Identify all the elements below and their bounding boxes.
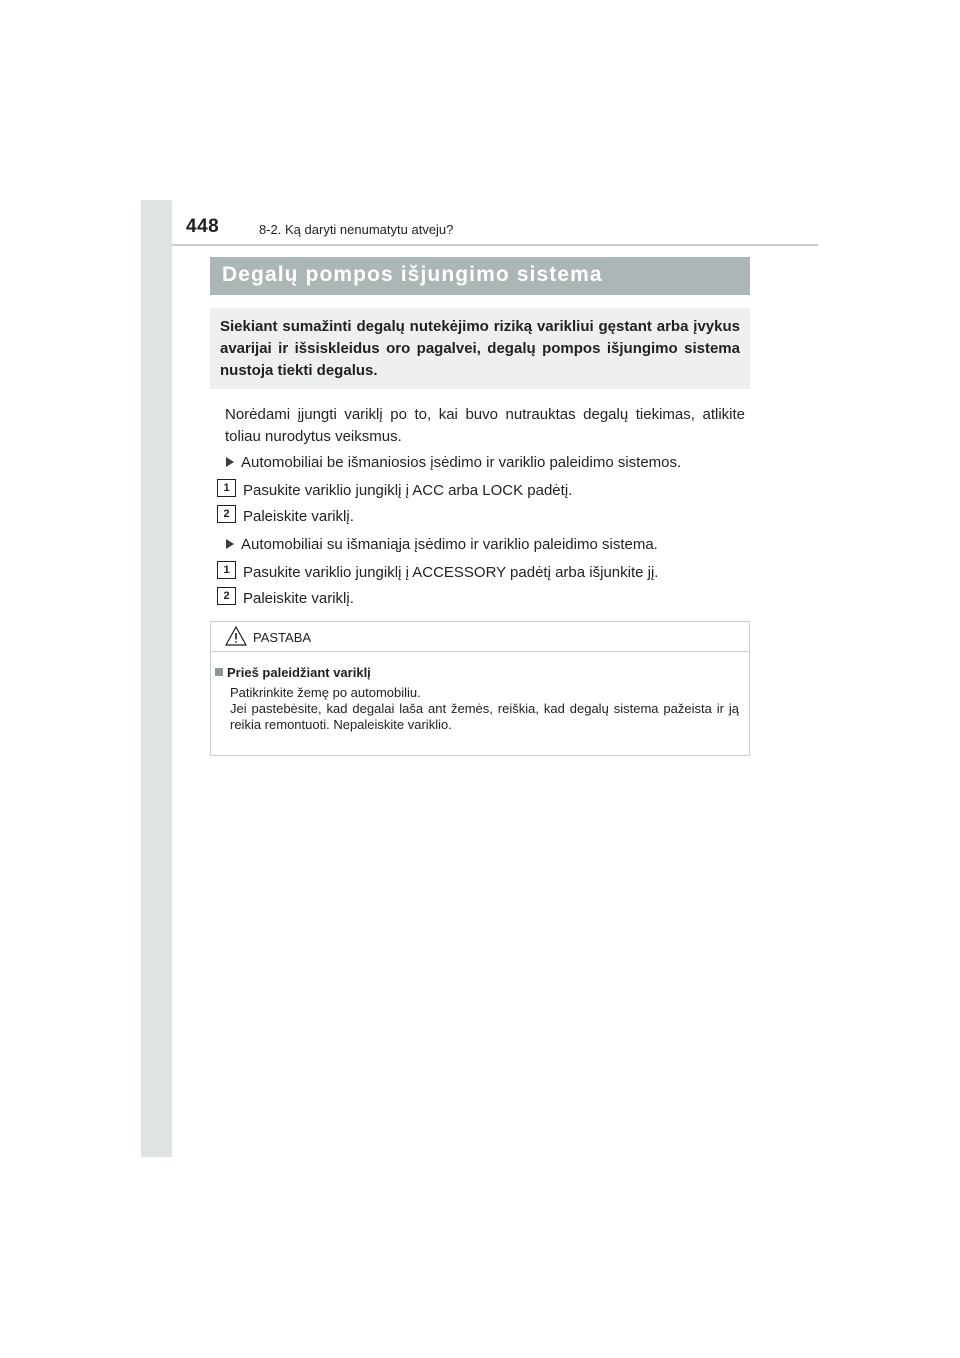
triangle-bullet-icon: [226, 457, 234, 467]
section-header: 8-2. Ką daryti nenumatytu atveju?: [259, 222, 454, 237]
step-text: Paleiskite variklį.: [243, 590, 354, 607]
note-heading-text: Prieš paleidžiant variklį: [227, 665, 371, 680]
square-bullet-icon: [215, 668, 223, 676]
subhead-with-smart-entry: [226, 534, 658, 556]
title-bar: [210, 257, 750, 295]
note-text: [230, 685, 739, 733]
page-number: 448: [186, 216, 220, 237]
note-divider: [211, 651, 749, 652]
side-band: [141, 200, 172, 1157]
header-rule: [172, 244, 818, 246]
warning-triangle-icon: [225, 626, 247, 646]
note-text-line: Jei pastebėsite, kad degalai laša ant žemės, reiškia, kad degalų sistema pažeista ir ją reikia remontuoti. Nepaleiskite variklio.: [230, 701, 739, 732]
note-heading: [215, 665, 371, 680]
note-box: [210, 621, 750, 756]
note-text-line: Patikrinkite žemę po automobiliu.: [230, 685, 421, 700]
page-title: Degalų pompos išjungimo sistema: [222, 263, 603, 286]
note-label: PASTABA: [253, 630, 312, 645]
triangle-bullet-icon: [226, 539, 234, 549]
step-text: Paleiskite variklį.: [243, 508, 354, 525]
subhead-text: Automobiliai be išmaniosios įsėdimo ir variklio paleidimo sistemos.: [241, 454, 682, 471]
step-text: Pasukite variklio jungiklį į ACCESSORY padėtį arba išjunkite jį.: [243, 564, 659, 581]
intro-text: Siekiant sumažinti degalų nutekėjimo riziką varikliui gęstant arba įvykus avarijai ir išsiskleidus oro pagalvei, degalų pompos išjungimo sistema nustoja tiekti degalus.: [220, 318, 740, 379]
step-number-badge: 1: [217, 561, 236, 579]
step-number-badge: 2: [217, 505, 236, 523]
step-number-badge: 2: [217, 587, 236, 605]
step-text: Pasukite variklio jungiklį į ACC arba LOCK padėtį.: [243, 482, 573, 499]
subhead-without-smart-entry: [226, 452, 681, 474]
intro-box: [210, 308, 750, 389]
body-paragraph: Norėdami įjungti variklį po to, kai buvo nutrauktas degalų tiekimas, atlikite toliau nurodytus veiksmus.: [225, 406, 745, 445]
step-number-badge: 1: [217, 479, 236, 497]
subhead-text: Automobiliai su išmaniąja įsėdimo ir variklio paleidimo sistema.: [241, 536, 658, 553]
